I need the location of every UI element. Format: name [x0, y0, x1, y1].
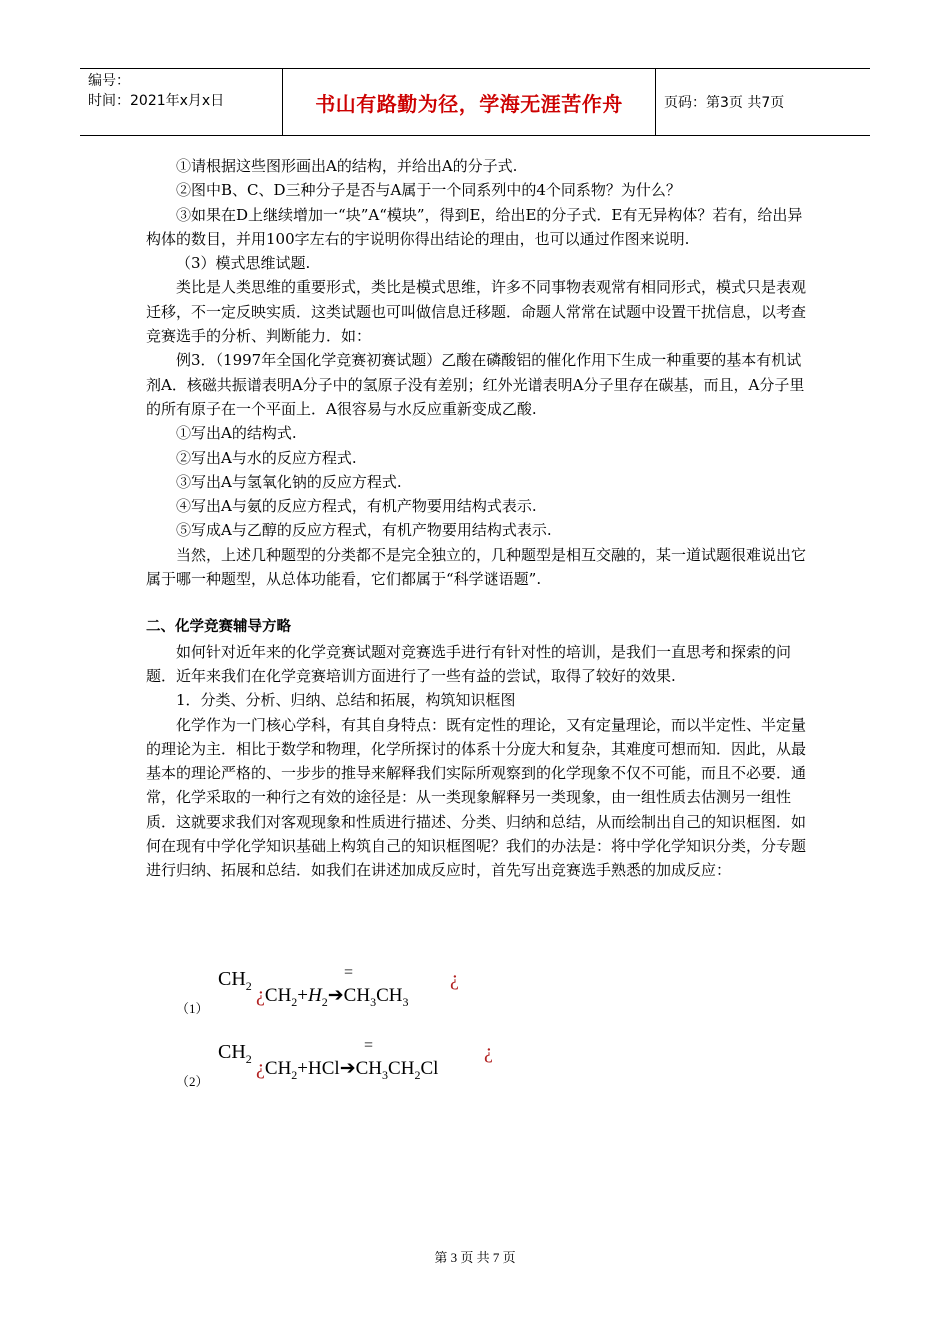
- paragraph: 类比是人类思维的重要形式，类比是模式思维，许多不同事物表观常有相同形式，模式只是表观迁移，不一定反映实质．这类试题也可叫做信息迁移题．命题人常常在试题中设置干扰信息，以考查竞赛选手的分析、判断能力．如：: [146, 278, 807, 346]
- formula-line: ¿$CH_2+HCl➔CH_3CH_2Cl$: [256, 1057, 439, 1082]
- paragraph: ②图中B、C、D三种分子是否与A属于一个同系列中的4个同系物？为什么？: [176, 181, 681, 200]
- paragraph: 化学作为一门核心学科，有其自身特点：既有定性的理论，又有定量理论，而以半定性、半定量的理论为主．相比于数学和物理，化学所探讨的体系十分庞大和复杂，其难度可想而知．因此，从最基本的理论严格的、一步步的推导来解释我们实际所观察到的化学现象不仅不可能，而且不必要．通常，化学采取的一种行之有效的途径是：从一类现象解释另一类现象，由一组性质去估测另一组性质．这就要求我们对客观现象和性质进行描述、分类、归纳和总结，从而绘制出自己的知识框图．如何在现有中学化学知识基础上构筑自己的知识框图呢？我们的办法是：将中学化学知识分类，分专题进行归纳、拓展和总结．如我们在讲述加成反应时，首先写出竞赛选手熟悉的加成反应：: [146, 715, 807, 880]
- page-header: [80, 68, 870, 136]
- formula-top: $CH_2$: [218, 968, 252, 993]
- header-page-cell: [656, 69, 870, 135]
- section-heading: 二、化学竞赛辅导方略: [146, 619, 291, 636]
- equal-sign: =: [364, 1037, 374, 1054]
- formula-top: $CH_2$: [218, 1041, 252, 1066]
- paragraph: 例3．（1997年全国化学竞赛初赛试题）乙酸在磷酸铝的催化作用下生成一种重要的基本有机试剂A．核磁共振谱表明A分子中的氢原子没有差别；红外光谱表明A分子里存在碳基，而且，A分子里的所有原子在一个平面上．A很容易与水反应重新变成乙酸.: [146, 351, 805, 418]
- paragraph: 1．分类、分析、归纳、总结和拓展，构筑知识框图: [176, 691, 516, 710]
- page-info: 页码：第3页 共7页: [664, 95, 785, 111]
- trailing-mark: ¿: [484, 1041, 493, 1063]
- body-content: [146, 154, 810, 883]
- equal-sign: =: [344, 964, 354, 981]
- paragraph: ①写出A的结构式.: [176, 424, 297, 443]
- paragraph: 当然，上述几种题型的分类都不是完全独立的，几种题型是相互交融的，某一道试题很难说出它属于哪一种题型，从总体功能看，它们都属于“科学谜语题”.: [146, 545, 807, 589]
- paragraph: （3）模式思维试题.: [176, 254, 311, 273]
- paragraph: ③如果在D上继续增加一“块”A“模块”，得到E，给出E的分子式．E有无异构体？若有，给出异构体的数目，并用100字左右的宇说明你得出结论的理由，也可以通过作图来说明.: [146, 205, 803, 248]
- motto: 书山有路勤为径，学海无涯苦作舟: [315, 91, 623, 116]
- page-footer: 第 3 页 共 7 页: [434, 1250, 516, 1265]
- equation-number: （2）: [176, 1074, 209, 1089]
- number-label: 编号：: [88, 73, 130, 89]
- header-motto-cell: [282, 69, 656, 135]
- arrow-icon: ➔: [339, 1058, 356, 1079]
- paragraph: 如何针对近年来的化学竞赛试题对竞赛选手进行有针对性的培训，是我们一直思考和探索的问题．近年来我们在化学竞赛培训方面进行了一些有益的尝试，取得了较好的效果.: [146, 642, 792, 685]
- paragraph: ①请根据这些图形画出A的结构，并给出A的分子式.: [176, 157, 518, 175]
- equation-number: （1）: [176, 1001, 209, 1016]
- header-left-cell: [80, 69, 282, 135]
- paragraph: ②写出A与水的反应方程式.: [176, 448, 357, 467]
- formula-line: ¿$CH_2+H_2➔CH_3CH_3$: [256, 984, 409, 1009]
- arrow-icon: ➔: [327, 985, 344, 1006]
- paragraph: ⑤写成A与乙醇的反应方程式，有机产物要用结构式表示.: [176, 521, 552, 540]
- date-label: 时间：2021年x月x日: [88, 93, 225, 109]
- paragraph: ④写出A与氨的反应方程式，有机产物要用结构式表示.: [176, 497, 537, 516]
- trailing-mark: ¿: [450, 968, 459, 990]
- paragraph: ③写出A与氢氧化钠的反应方程式.: [176, 472, 402, 491]
